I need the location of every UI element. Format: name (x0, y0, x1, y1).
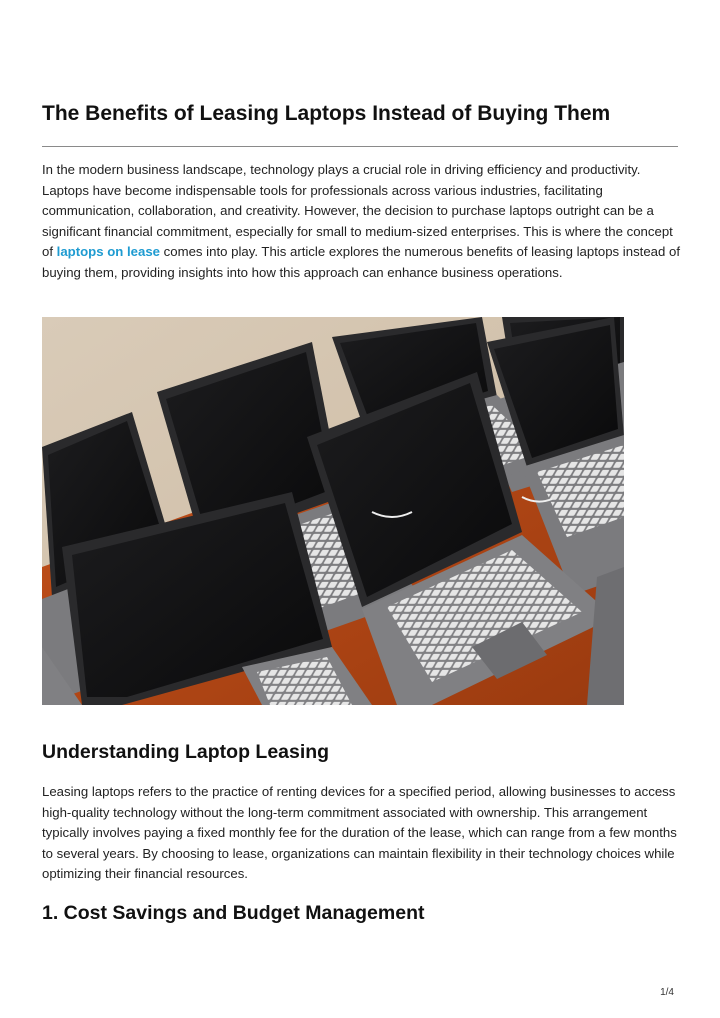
laptops-photo (42, 317, 624, 705)
intro-text-after-link: comes into play. This article explores the numerous benefits of leasing laptops instead of buying them, providing insights into how this approach can enhance business operations. (42, 244, 680, 280)
section-heading-understanding: Understanding Laptop Leasing (42, 741, 330, 763)
section-paragraph-understanding: Leasing laptops refers to the practice of renting devices for a specified period, allowing businesses to access high-quality technology without the long-term commitment associated with ownership. This arrangement typically involves paying a fixed monthly fee for the duration of the lease, which can range from a few months to several years. By choosing to lease, organizations can maintain flexibility in their technology choices while optimizing their financial resources. (42, 784, 677, 882)
page-number: 1/4 (660, 987, 674, 998)
intro-text-before-link: In the modern business landscape, technology plays a crucial role in driving efficiency and productivity. Laptops have become indispensable tools for professionals across various industries, facilitating communication, collaboration, and creativity. However, the decision to purchase laptops outright can be a significant financial commitment, especially for small to medium-sized enterprises. This is where the concept of (42, 162, 673, 260)
laptops-on-lease-link[interactable]: laptops on lease (56, 244, 161, 260)
title-divider (42, 146, 678, 147)
intro-paragraph (42, 160, 682, 284)
article-title: The Benefits of Leasing Laptops Instead of Buying Them (42, 102, 611, 125)
section-heading-cost-savings: 1. Cost Savings and Budget Management (42, 902, 425, 924)
